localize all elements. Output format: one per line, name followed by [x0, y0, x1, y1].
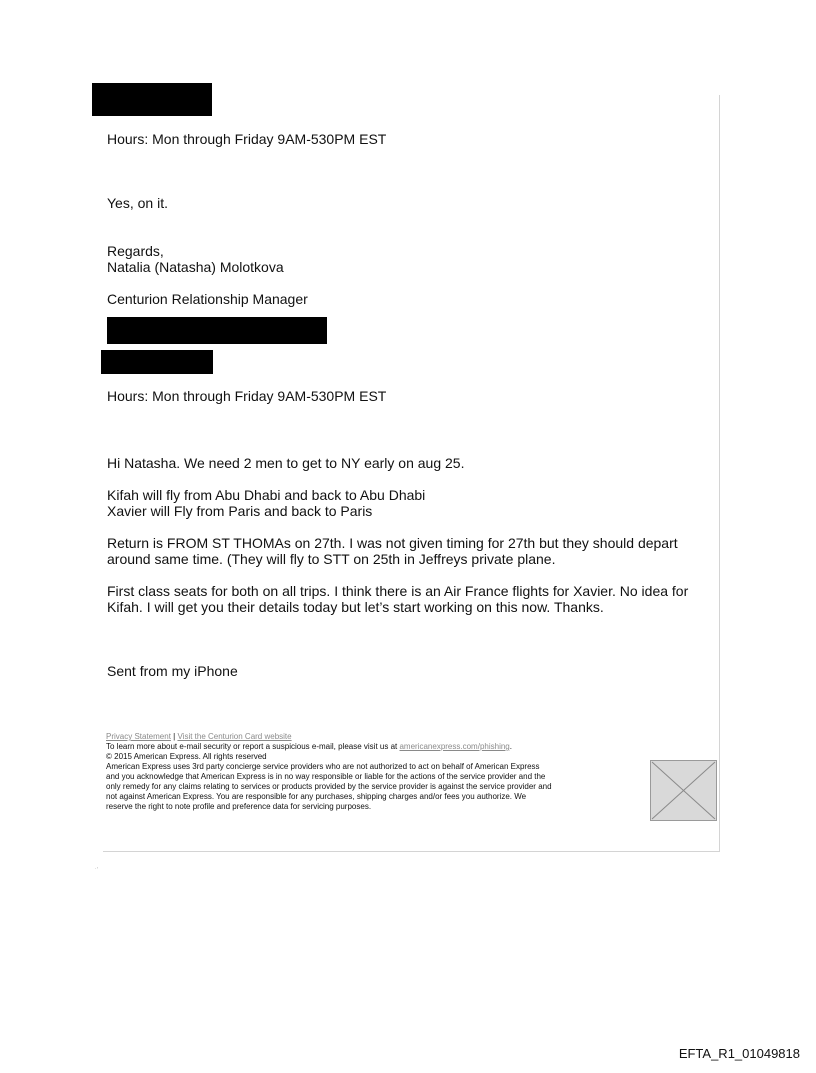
- broken-image-placeholder: [650, 760, 717, 821]
- hours-line: Hours: Mon through Friday 9AM-530PM EST: [107, 131, 387, 147]
- sender-name: Natalia (Natasha) Molotkova: [107, 259, 284, 275]
- redaction-block: [92, 83, 212, 116]
- disclaimer-body-line: American Express uses 3rd party concierge service providers who are not authorized to act on behalf of American Express: [106, 762, 540, 771]
- sender-title: Centurion Relationship Manager: [107, 291, 308, 307]
- hours-line: Hours: Mon through Friday 9AM-530PM EST: [107, 388, 387, 404]
- quoted-kifah-line: Kifah will fly from Abu Dhabi and back to Abu Dhabi: [107, 487, 426, 503]
- disclaimer-body-line: not against American Express. You are responsible for any purchases, shipping charges and/or fees you authorize. We: [106, 792, 527, 801]
- redaction-block: [101, 350, 213, 374]
- quoted-signature: Sent from my iPhone: [107, 663, 238, 679]
- privacy-statement-link[interactable]: Privacy Statement: [106, 732, 171, 741]
- document-id: EFTA_R1_01049818: [678, 1046, 800, 1061]
- quoted-seats-line: First class seats for both on all trips. I think there is an Air France flights for Xavier. No idea for: [107, 583, 689, 599]
- link-separator: |: [173, 732, 176, 741]
- copyright-text: © 2015 American Express. All rights reserved: [106, 752, 267, 761]
- tiny-mark: ⋅ ⁃: [95, 866, 99, 870]
- centurion-website-link[interactable]: Visit the Centurion Card website: [177, 732, 292, 741]
- disclaimer-links: [106, 732, 292, 742]
- disclaimer-body-line: only remedy for any claims relating to services or products provided by the service provider is against the service provider and: [106, 782, 552, 791]
- disclaimer-body-line: and you acknowledge that American Express is in no way responsible or liable for the actions of the service provider and the: [106, 772, 546, 781]
- regards-text: Regards,: [107, 243, 164, 259]
- quoted-xavier-line: Xavier will Fly from Paris and back to Paris: [107, 503, 373, 519]
- reply-text: Yes, on it.: [107, 195, 168, 211]
- security-line: [106, 742, 512, 752]
- redaction-block: [107, 317, 327, 344]
- phishing-link[interactable]: americanexpress.com/phishing: [399, 742, 510, 751]
- security-suffix: .: [509, 742, 512, 751]
- quoted-greeting: Hi Natasha. We need 2 men to get to NY early on aug 25.: [107, 455, 465, 471]
- quoted-seats-line: Kifah. I will get you their details today but let’s start working on this now. Thanks.: [107, 599, 604, 615]
- security-text: To learn more about e-mail security or report a suspicious e-mail, please visit us at: [106, 742, 398, 751]
- disclaimer-body-line: reserve the right to note profile and preference data for servicing purposes.: [106, 802, 372, 811]
- broken-image-icon: [651, 761, 716, 820]
- quoted-return-line: Return is FROM ST THOMAs on 27th. I was not given timing for 27th but they should depart: [107, 535, 678, 551]
- quoted-return-line: around same time. (They will fly to STT on 25th in Jeffreys private plane.: [107, 551, 556, 567]
